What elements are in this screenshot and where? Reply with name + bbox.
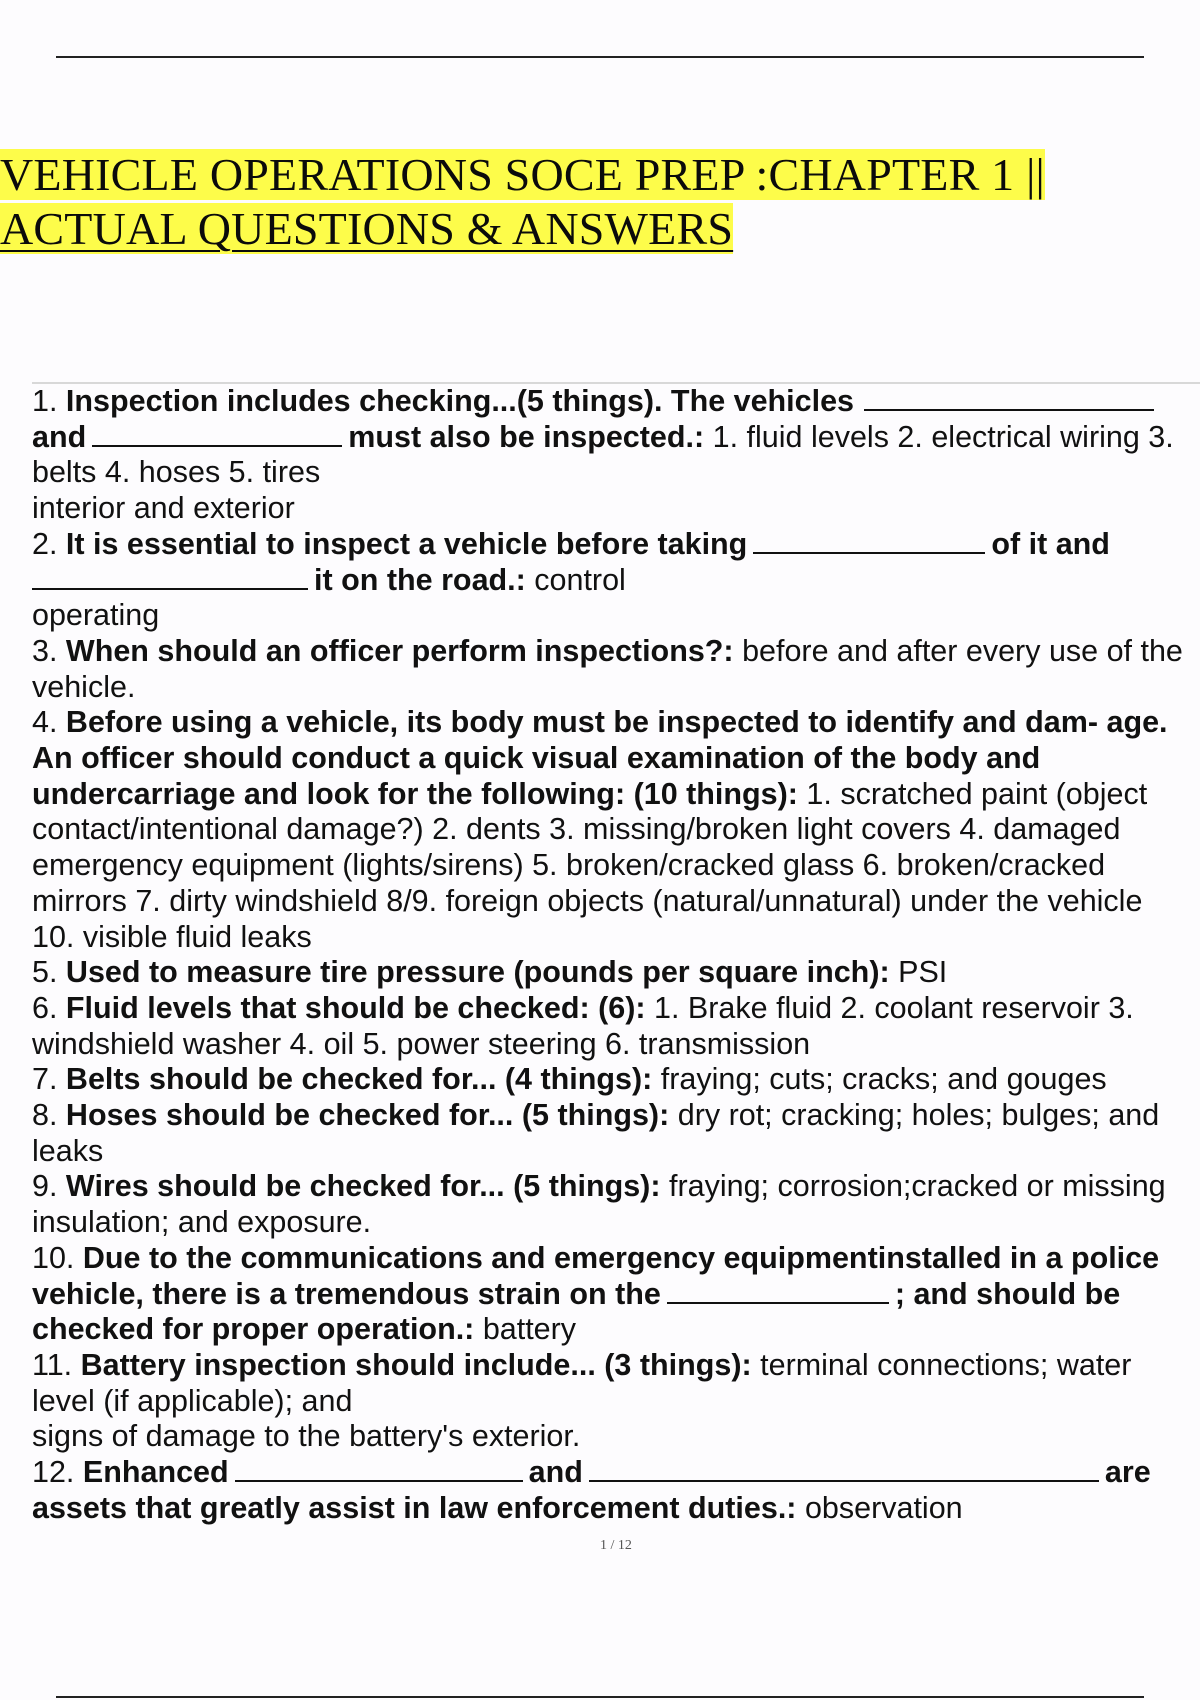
question-text: Inspection includes checking...(5 things). The vehicles [65,384,855,418]
question-text: Used to measure tire pressure (pounds per square inch): [65,955,890,990]
item-number: 9. [32,1169,58,1204]
answer-text: signs of damage to the battery's exterior. [32,1419,581,1454]
item-number: 8. [32,1098,58,1133]
answer-blank [235,1456,523,1482]
answer-text: operating [32,598,160,633]
answer-text: control [534,562,626,597]
answer-text: terminal connections; water level (if applicable); and [32,1347,1132,1418]
item-number: 12. [32,1455,75,1490]
item-number: 11. [32,1347,73,1382]
answer-text: PSI [898,955,948,990]
answer-text: observation [804,1490,963,1525]
answer-text: fraying; cuts; cracks; and gouges [660,1062,1107,1097]
document-title [0,148,1200,256]
qa-item-8 [32,1098,1200,1169]
title-line-1: VEHICLE OPERATIONS SOCE PREP :CHAPTER 1 || [0,149,1045,200]
question-text: Enhanced [82,1455,229,1490]
question-text: Due to the communications and emergency equipmentinstalled in a police vehicle, there is a tremendous strain on the [32,1240,1160,1311]
bottom-rule [56,1696,1144,1698]
question-text: Before using a vehicle, its body must be inspected to identify and dam- age. An officer should conduct a quick visual examination of the body and undercarriage and look for the following: (10 things): [32,705,1168,811]
top-rule [56,56,1144,58]
question-text: It is essential to inspect a vehicle before taking [65,526,748,561]
answer-text: 1. Brake fluid 2. coolant reservoir 3. windshield washer 4. oil 5. power steering 6. transmission [32,990,1134,1061]
item-number: 6. [32,990,58,1025]
question-text: Wires should be checked for... (5 things): [65,1169,661,1204]
qa-list [32,384,1200,1527]
item-number: 4. [32,705,58,740]
qa-item-10 [32,1241,1200,1348]
title-line-2: ACTUAL QUESTIONS & ANSWERS [0,203,734,254]
page-number: 1 / 12 [600,1538,632,1553]
item-number: 3. [32,633,58,668]
qa-item-9 [32,1169,1200,1240]
qa-item-5 [32,955,1200,991]
answer-text: 1. scratched paint (object contact/intentional damage?) 2. dents 3. missing/broken light covers 4. damaged emergency equipment (lights/sirens) 5. broken/cracked glass 6. broken/cracked mirrors 7. dirty windshield 8/9. foreign objects (natural/unnatural) under the vehicle [32,776,1148,918]
qa-item-4 [32,705,1200,955]
question-text: Hoses should be checked for... (5 things): [65,1098,670,1133]
question-text: Belts should be checked for... (4 things): [65,1062,653,1097]
answer-blank [864,385,1154,411]
qa-item-2 [32,527,1200,634]
question-text: are assets that greatly assist in law enforcement duties.: [32,1455,1151,1525]
question-text: it on the road.: [314,562,526,597]
qa-item-3 [32,634,1200,705]
qa-item-1 [32,384,1200,527]
answer-text: before and after every use of the vehicle. [32,633,1183,704]
item-number: 5. [32,955,58,990]
answer-text: 1. fluid levels 2. electrical wiring 3. belts 4. hoses 5. tires [32,419,1174,490]
qa-item-11 [32,1348,1200,1455]
answer-text: 10. visible fluid leaks [32,919,312,954]
question-text: When should an officer perform inspections?: [65,633,734,668]
answer-blank [667,1278,889,1304]
answer-blank [32,564,308,590]
answer-text: dry rot; cracking; holes; bulges; and leaks [32,1098,1160,1168]
question-text: of it and [991,526,1110,561]
answer-text: fraying; corrosion;cracked or missing insulation; and exposure. [32,1169,1166,1240]
question-text: ; and should be checked for proper operation.: [32,1276,1121,1347]
answer-blank [92,421,342,447]
item-number: 7. [32,1062,58,1097]
question-text: and [32,419,87,454]
question-text: Fluid levels that should be checked: (6): [65,990,646,1025]
answer-blank [753,528,985,554]
qa-item-7 [32,1062,1200,1098]
qa-item-12 [32,1455,1200,1526]
question-text: Battery inspection should include... (3 things): [80,1347,752,1382]
answer-blank [589,1456,1099,1482]
answer-text: battery [482,1312,577,1347]
question-text: and [528,1455,583,1490]
qa-item-6 [32,991,1200,1062]
item-number: 2. [32,526,58,561]
item-number: 10. [32,1240,75,1275]
answer-text: interior and exterior [32,491,295,526]
item-number: 1. [32,384,58,418]
question-text: must also be inspected.: [348,419,705,454]
